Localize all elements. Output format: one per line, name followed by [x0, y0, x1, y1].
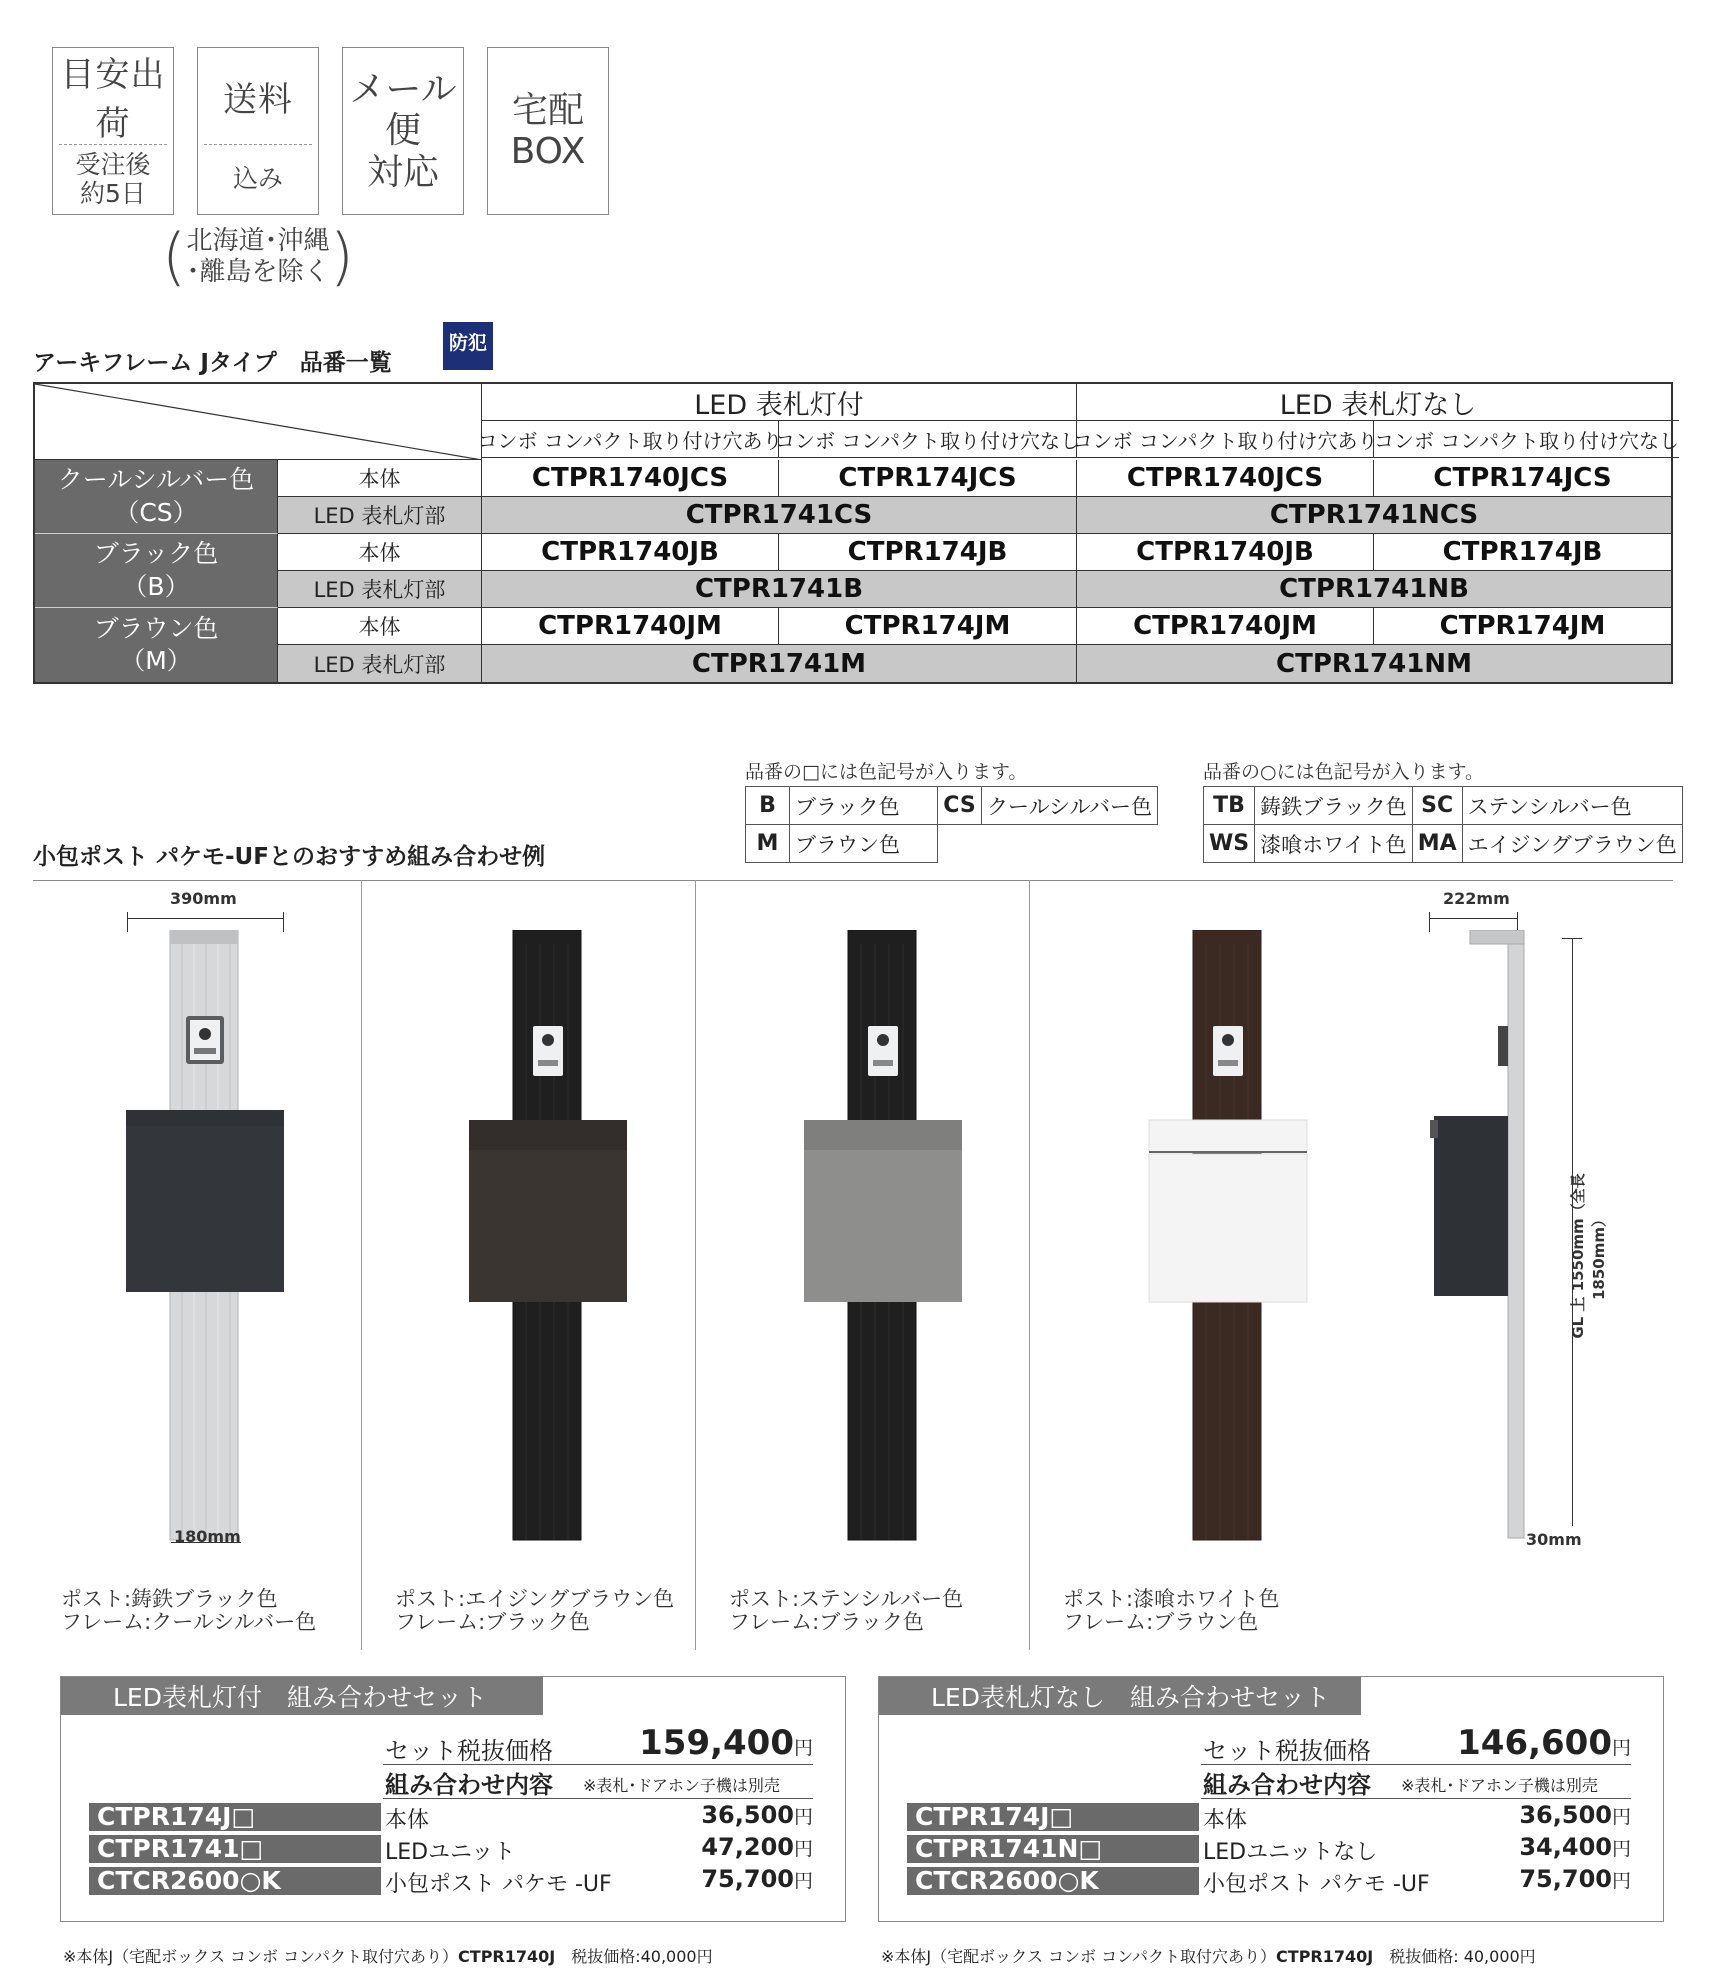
product-code: CTPR1741NB: [1077, 571, 1671, 608]
legend-value: ブラウン色: [790, 825, 938, 863]
legend-key: B: [746, 787, 790, 825]
section-rule: [33, 880, 1673, 881]
part-led: LED 表札灯部: [278, 497, 482, 534]
dimension-tick: [1429, 912, 1430, 932]
dimension-line: [1429, 918, 1517, 919]
color-group-b: [35, 534, 1671, 608]
yen-unit: 円: [1611, 1806, 1631, 1828]
set-item-row: [907, 1865, 1631, 1897]
color-group-cs: [35, 460, 1671, 534]
item-name: LEDユニットなし: [1203, 1840, 1378, 1865]
spec-shipping-label: 目安出荷: [60, 55, 166, 144]
color-group-m: [35, 608, 1671, 682]
legend-table-circle: [1203, 786, 1683, 863]
yen-unit: 円: [1611, 1838, 1631, 1860]
yen-unit: 円: [1611, 1737, 1631, 1759]
legend-key: CS: [938, 787, 982, 825]
item-name: 小包ポスト パケモ -UF: [1203, 1872, 1430, 1897]
set-box-no-led: [878, 1676, 1664, 1922]
product-image-brown-frame-white-post: [1130, 930, 1310, 1550]
legend-value: ステンシルバー色: [1462, 787, 1682, 825]
item-amount-value: 36,500: [701, 1801, 794, 1829]
depth-dimension: 222mm: [1443, 889, 1510, 908]
spec-shipping-value: 受注後 約5日: [59, 144, 167, 214]
legend-empty: [982, 825, 1158, 863]
item-code: CTPR1741□: [89, 1835, 381, 1863]
legend-note-circle: 品番の○には色記号が入ります。: [1203, 761, 1485, 783]
dimension-tick: [283, 912, 284, 932]
set-price-label: セット税抜価格: [385, 1737, 553, 1765]
item-code: CTCR2600○K: [89, 1867, 381, 1895]
item-name: 本体: [1203, 1808, 1248, 1833]
dimension-line: [127, 918, 283, 919]
base-dimension: 180mm: [174, 1527, 241, 1546]
legend-empty: [938, 825, 982, 863]
set-item-row: [907, 1801, 1631, 1833]
product-image-side-view: [1420, 930, 1540, 1550]
set-item-row: [89, 1833, 813, 1865]
item-amount: [701, 1865, 813, 1893]
caption-4: [1063, 1588, 1279, 1634]
item-amount-value: 47,200: [701, 1833, 794, 1861]
item-amount-value: 36,500: [1519, 1801, 1612, 1829]
color-name-cell: [35, 608, 278, 682]
item-name: LEDユニット: [385, 1840, 516, 1865]
item-amount: [1519, 1833, 1631, 1861]
legend-value: 鋳鉄ブラック色: [1255, 787, 1413, 825]
product-code: CTPR1741CS: [482, 497, 1077, 534]
legend-value: エイジングブラウン色: [1462, 825, 1682, 863]
footnote-code: CTPR1740J: [458, 1947, 556, 1966]
item-code: CTPR174J□: [89, 1803, 381, 1831]
item-amount: [701, 1833, 813, 1861]
set-item-row: [89, 1801, 813, 1833]
footnote-code: CTPR1740J: [1276, 1947, 1374, 1966]
legend-key: WS: [1204, 825, 1255, 863]
spec-delivery-box: 宅配 BOX: [487, 47, 609, 215]
header-led-with: LED 表札灯付: [482, 384, 1077, 421]
part-body: 本体: [278, 534, 482, 571]
subheader: コンボ コンパクト取り付け穴あり: [1077, 421, 1374, 458]
color-name-cell: [35, 534, 278, 608]
color-code: （CS）: [114, 497, 198, 527]
column-divider: [695, 880, 696, 1650]
content-label: 組み合わせ内容: [1203, 1771, 1371, 1799]
caption-frame: フレーム:ブラック色: [395, 1610, 590, 1635]
caption-post: ポスト:ステンシルバー色: [729, 1587, 964, 1611]
footnote-price: 税抜価格:40,000円: [555, 1947, 713, 1966]
set-title: LED表札灯なし 組み合わせセット: [879, 1677, 1361, 1715]
product-code: CTPR1741NCS: [1077, 497, 1671, 534]
diagonal-line: [35, 384, 482, 460]
legend-key: TB: [1204, 787, 1255, 825]
product-code: CTPR1740JCS: [1077, 460, 1374, 497]
product-code: CTPR174JB: [779, 534, 1077, 571]
yen-unit: 円: [1611, 1870, 1631, 1892]
set-price: [639, 1723, 813, 1763]
dimension-tick: [127, 912, 128, 932]
product-code: CTPR174JM: [1374, 608, 1671, 645]
part-led: LED 表札灯部: [278, 645, 482, 682]
subheader: コンボ コンパクト取り付け穴なし: [1374, 421, 1679, 458]
subheader: コンボ コンパクト取り付け穴あり: [482, 421, 779, 458]
set-title: LED表札灯付 組み合わせセット: [61, 1677, 543, 1715]
caption-1: [61, 1588, 316, 1634]
item-code: CTPR174J□: [907, 1803, 1199, 1831]
product-code: CTPR1741NM: [1077, 645, 1671, 682]
column-divider: [361, 880, 362, 1650]
color-name-cell: [35, 460, 278, 534]
set-price-label: セット税抜価格: [1203, 1737, 1371, 1765]
spec-postage-label: 送料: [223, 79, 293, 120]
content-note: ※表札･ドアホン子機は別売: [1401, 1776, 1598, 1795]
part-led: LED 表札灯部: [278, 571, 482, 608]
footnote-price: 税抜価格: 40,000円: [1373, 1947, 1536, 1966]
product-code: CTPR174JB: [1374, 534, 1671, 571]
legend-value: 漆喰ホワイト色: [1255, 825, 1413, 863]
legend-value: クールシルバー色: [982, 787, 1158, 825]
product-code: CTPR174JCS: [1374, 460, 1671, 497]
content-label: 組み合わせ内容: [385, 1771, 553, 1799]
color-code: （M）: [120, 646, 192, 675]
legend-key: MA: [1412, 825, 1462, 863]
item-code: CTCR2600○K: [907, 1867, 1199, 1895]
item-code: CTPR1741N□: [907, 1835, 1199, 1863]
table-title: アーキフレーム Jタイプ 品番一覧: [33, 350, 392, 376]
combo-title: 小包ポスト パケモ-UFとのおすすめ組み合わせ例: [33, 844, 546, 870]
legend-key: SC: [1412, 787, 1462, 825]
item-amount: [701, 1801, 813, 1829]
yen-unit: 円: [793, 1838, 813, 1860]
product-code: CTPR1740JCS: [482, 460, 779, 497]
footnote-text: ※本体J（宅配ボックス コンボ コンパクト取付穴あり）: [63, 1947, 459, 1966]
color-name: ブラウン色: [93, 613, 219, 643]
content-underline: [383, 1798, 813, 1799]
set-item-row: [907, 1833, 1631, 1865]
item-amount-value: 34,400: [1519, 1833, 1612, 1861]
item-name: 小包ポスト パケモ -UF: [385, 1872, 612, 1897]
item-amount: [1519, 1801, 1631, 1829]
item-amount-value: 75,700: [701, 1865, 794, 1893]
legend-value: ブラック色: [790, 787, 938, 825]
color-name: ブラック色: [93, 539, 219, 568]
content-underline: [1201, 1798, 1631, 1799]
dimension-tick: [1562, 938, 1582, 939]
item-name: 本体: [385, 1808, 430, 1833]
caption-post: ポスト:エイジングブラウン色: [395, 1587, 675, 1611]
yen-unit: 円: [793, 1870, 813, 1892]
content-note: ※表札･ドアホン子機は別売: [583, 1776, 780, 1795]
subheader: コンボ コンパクト取り付け穴なし: [779, 421, 1077, 458]
part-body: 本体: [278, 608, 482, 645]
product-code: CTPR174JCS: [779, 460, 1077, 497]
product-code: CTPR1740JM: [482, 608, 779, 645]
set-box-led: [60, 1676, 846, 1922]
footnote-1: [63, 1944, 713, 1967]
item-amount-value: 75,700: [1519, 1865, 1612, 1893]
set-item-row: [89, 1865, 813, 1897]
spec-shipping: [52, 47, 174, 215]
height-dimension: GL 上 1550mm（全長 1850mm）: [1569, 1173, 1608, 1339]
product-code: CTPR1740JB: [482, 534, 779, 571]
caption-frame: フレーム:クールシルバー色: [61, 1610, 317, 1635]
product-code: CTPR174JM: [779, 608, 1077, 645]
foot-dimension: 30mm: [1526, 1530, 1582, 1549]
product-table: [33, 382, 1679, 684]
product-code: CTPR1740JM: [1077, 608, 1374, 645]
caption-3: [729, 1588, 963, 1634]
dimension-tick: [1517, 912, 1518, 932]
spec-postage-value: 込み: [204, 144, 312, 214]
product-image-silver-frame: [120, 930, 300, 1550]
width-dimension: 390mm: [170, 889, 237, 908]
product-code: CTPR1741M: [482, 645, 1077, 682]
table-corner-cell: [35, 384, 482, 460]
footnote-2: [881, 1944, 1536, 1967]
caption-frame: フレーム:ブラウン色: [1063, 1610, 1259, 1635]
caption-post: ポスト:漆喰ホワイト色: [1063, 1587, 1280, 1611]
header-led-without: LED 表札灯なし: [1077, 384, 1679, 421]
caption-frame: フレーム:ブラック色: [729, 1610, 924, 1635]
footnote-text: ※本体J（宅配ボックス コンボ コンパクト取付穴あり）: [881, 1947, 1277, 1966]
caption-post: ポスト:鋳鉄ブラック色: [61, 1587, 278, 1611]
part-body: 本体: [278, 460, 482, 497]
product-image-black-frame-brown-post: [460, 930, 640, 1550]
set-price-value: 159,400: [639, 1723, 794, 1763]
yen-unit: 円: [793, 1806, 813, 1828]
spec-mail: メール便 対応: [342, 47, 464, 215]
product-code: CTPR1741B: [482, 571, 1077, 608]
item-amount: [1519, 1865, 1631, 1893]
product-code: CTPR1740JB: [1077, 534, 1374, 571]
set-price: [1457, 1723, 1631, 1763]
caption-2: [395, 1588, 674, 1634]
dimension-line: [171, 1542, 241, 1543]
spec-shipping-note: ( 北海道･沖縄 ･離島を除く ): [168, 226, 348, 288]
column-divider: [1029, 880, 1030, 1650]
legend-note-square: 品番の□には色記号が入ります。: [745, 761, 1028, 783]
crime-prevention-badge: 防犯: [443, 322, 493, 370]
color-name: クールシルバー色: [57, 465, 255, 494]
legend-table-square: [745, 786, 1158, 863]
set-price-value: 146,600: [1457, 1723, 1612, 1763]
legend-key: M: [746, 825, 790, 863]
color-code: （B）: [122, 571, 190, 601]
product-image-black-frame-stainless-post: [795, 930, 975, 1550]
spec-postage: [197, 47, 319, 215]
yen-unit: 円: [793, 1737, 813, 1759]
